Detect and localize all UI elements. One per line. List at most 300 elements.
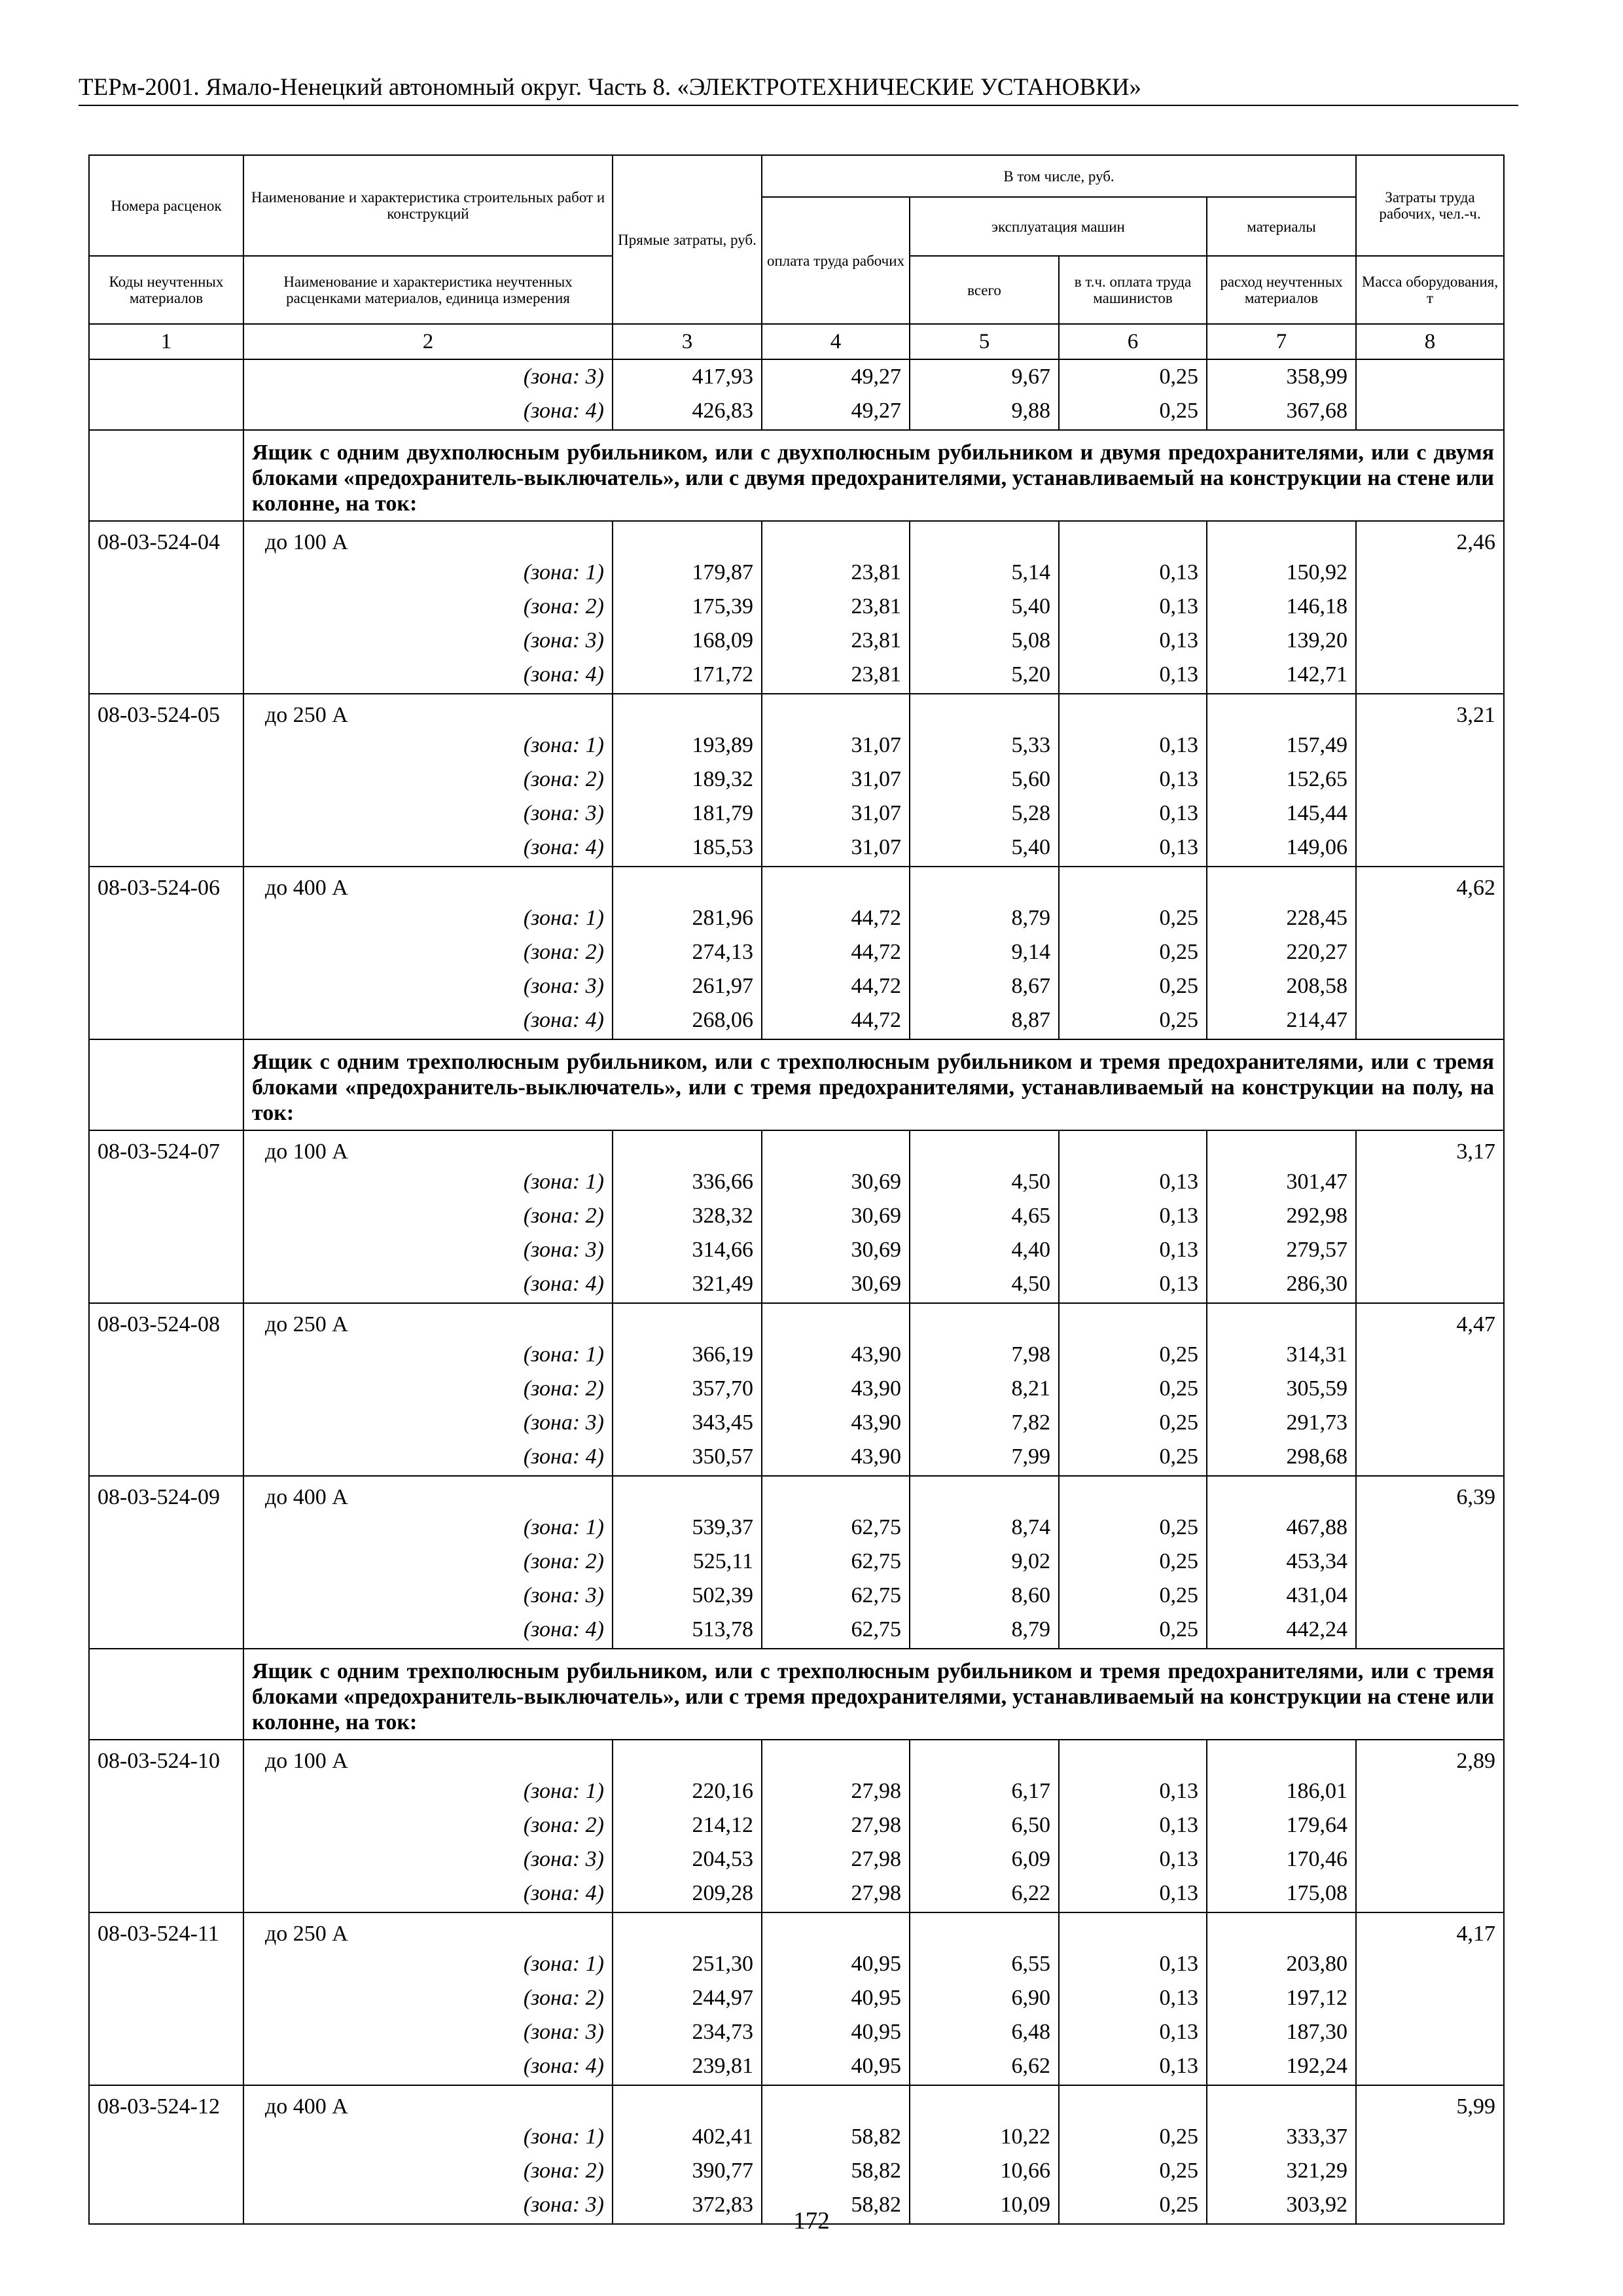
continuation-zone-column [243,359,613,430]
machines-total-value: 5,40 [1011,594,1050,619]
rate-labor-pay-column [762,521,910,694]
operators-pay-value: 0,13 [1159,1272,1198,1296]
materials-cost-value: 214,47 [1286,1008,1348,1032]
labor-pay-value: 23,81 [851,560,901,584]
rates-table [88,154,1505,2225]
direct-cost-value: 502,39 [692,1583,753,1607]
rate-code: 08-03-524-07 [89,1130,243,1303]
operators-pay-value: 0,13 [1159,1779,1198,1803]
materials-cost-value: 186,01 [1286,1779,1348,1803]
materials-cost-value: 303,92 [1286,2193,1348,2217]
machines-total-value: 4,50 [1011,1272,1050,1296]
materials-cost-value: 279,57 [1286,1238,1348,1262]
materials-cost-value: 467,88 [1286,1515,1348,1539]
machines-total-value: 6,90 [1011,1986,1050,2010]
column-number: 4 [762,324,910,359]
rate-code: 08-03-524-04 [89,521,243,694]
labor-pay-value: 49,27 [851,365,901,389]
direct-cost-value: 314,66 [692,1238,753,1262]
header-material-codes: Коды неучтенных материалов [89,256,243,324]
labor-hours: 4,47 [1356,1303,1504,1476]
rate-direct-cost-column [613,521,762,694]
rate-name-label: до 250 А [265,703,348,727]
rate-direct-cost-column [613,1303,762,1476]
machines-total-value: 5,33 [1011,733,1050,757]
operators-pay-value: 0,13 [1159,662,1198,687]
direct-cost-value: 357,70 [692,1376,753,1401]
rate-machines-total-column [910,1912,1059,2085]
rate-code: 08-03-524-05 [89,694,243,867]
rate-zone-column [243,2085,613,2224]
materials-cost-value: 301,47 [1286,1170,1348,1194]
machines-total-value: 7,99 [1011,1444,1050,1469]
rate-machines-total-column [910,2085,1059,2224]
labor-hours: 3,21 [1356,694,1504,867]
direct-cost-value: 220,16 [692,1779,753,1803]
labor-pay-value: 31,07 [851,767,901,791]
rate-direct-cost-column [613,1740,762,1912]
labor-pay-value: 44,72 [851,940,901,964]
direct-cost-value: 336,66 [692,1170,753,1194]
header-machines-operators-pay: в т.ч. оплата труда машинистов [1059,256,1207,324]
labor-pay-value: 43,90 [851,1342,901,1367]
section-row [89,430,1504,521]
rate-row [89,1476,1504,1649]
operators-pay-value: 0,13 [1159,1238,1198,1262]
operators-pay-value: 0,25 [1159,365,1198,389]
materials-cost-value: 197,12 [1286,1986,1348,2010]
rate-machines-total-column [910,867,1059,1039]
machines-total-value: 5,40 [1011,835,1050,859]
rate-zone-column [243,521,613,694]
column-number: 2 [243,324,613,359]
materials-cost-value: 170,46 [1286,1847,1348,1871]
materials-cost-value: 453,34 [1286,1549,1348,1573]
direct-cost-value: 251,30 [692,1952,753,1976]
labor-pay-value: 43,90 [851,1376,901,1401]
rate-zone-column [243,694,613,867]
header-work-name: Наименование и характеристика строительных работ и конструкций [243,155,613,256]
zone-label: (зона: 2) [523,1813,604,1837]
direct-cost-value: 185,53 [692,835,753,859]
rate-row [89,521,1504,694]
zone-label: (зона: 3) [523,1238,604,1262]
zone-label: (зона: 2) [523,1204,604,1228]
zone-label: (зона: 1) [523,1515,604,1539]
machines-total-value: 9,67 [1011,365,1050,389]
header-materials: материалы [1207,197,1356,256]
machines-total-value: 7,82 [1011,1410,1050,1435]
labor-pay-value: 62,75 [851,1617,901,1641]
zone-label: (зона: 1) [523,2125,604,2149]
rate-machines-total-column [910,1303,1059,1476]
machines-total-value: 6,55 [1011,1952,1050,1976]
materials-cost-value: 145,44 [1286,801,1348,825]
machines-total-value: 9,14 [1011,940,1050,964]
rate-materials-cost-column [1207,694,1356,867]
continuation-operators-pay-column [1059,359,1207,430]
section-code-cell [89,430,243,521]
machines-total-value: 8,79 [1011,1617,1050,1641]
rate-row [89,867,1504,1039]
zone-label: (зона: 3) [523,2020,604,2044]
machines-total-value: 6,62 [1011,2054,1050,2078]
rate-machines-total-column [910,694,1059,867]
rate-row [89,1130,1504,1303]
rate-row [89,1303,1504,1476]
rate-machines-total-column [910,521,1059,694]
operators-pay-value: 0,25 [1159,399,1198,423]
operators-pay-value: 0,25 [1159,1583,1198,1607]
machines-total-value: 5,08 [1011,628,1050,653]
rate-code: 08-03-524-11 [89,1912,243,2085]
header-labor-pay: оплата труда рабочих [762,197,910,324]
labor-hours: 4,62 [1356,867,1504,1039]
zone-label: (зона: 1) [523,906,604,930]
zone-label: (зона: 2) [523,2159,604,2183]
rate-direct-cost-column [613,2085,762,2224]
header-unaccounted-materials: расход неучтенных материалов [1207,256,1356,324]
direct-cost-value: 513,78 [692,1617,753,1641]
header-direct-costs: Прямые затраты, руб. [613,155,762,324]
zone-label: (зона: 4) [523,662,604,687]
labor-pay-value: 23,81 [851,594,901,619]
zone-label: (зона: 2) [523,1986,604,2010]
labor-pay-value: 44,72 [851,1008,901,1032]
rate-direct-cost-column [613,867,762,1039]
materials-cost-value: 142,71 [1286,662,1348,687]
direct-cost-value: 343,45 [692,1410,753,1435]
rate-operators-pay-column [1059,1740,1207,1912]
materials-cost-value: 292,98 [1286,1204,1348,1228]
direct-cost-value: 261,97 [692,974,753,998]
materials-cost-value: 431,04 [1286,1583,1348,1607]
zone-label: (зона: 2) [523,940,604,964]
machines-total-value: 8,60 [1011,1583,1050,1607]
rate-zone-column [243,1130,613,1303]
materials-cost-value: 298,68 [1286,1444,1348,1469]
machines-total-value: 5,60 [1011,767,1050,791]
zone-label: (зона: 4) [523,1008,604,1032]
rate-labor-pay-column [762,694,910,867]
operators-pay-value: 0,13 [1159,628,1198,653]
zone-label: (зона: 1) [523,733,604,757]
rate-machines-total-column [910,1740,1059,1912]
direct-cost-value: 214,12 [692,1813,753,1837]
rate-zone-column [243,1476,613,1649]
zone-label: (зона: 2) [523,1549,604,1573]
zone-label: (зона: 4) [523,1881,604,1905]
machines-total-value: 8,79 [1011,906,1050,930]
direct-cost-value: 350,57 [692,1444,753,1469]
machines-total-value: 6,17 [1011,1779,1050,1803]
direct-cost-value: 171,72 [692,662,753,687]
machines-total-value: 5,20 [1011,662,1050,687]
rate-code: 08-03-524-08 [89,1303,243,1476]
labor-pay-value: 23,81 [851,628,901,653]
labor-pay-value: 23,81 [851,662,901,687]
rate-name-label: до 250 А [265,1312,348,1336]
labor-pay-value: 40,95 [851,2020,901,2044]
operators-pay-value: 0,25 [1159,1444,1198,1469]
labor-pay-value: 43,90 [851,1410,901,1435]
direct-cost-value: 390,77 [692,2159,753,2183]
header-machines-total: всего [910,256,1059,324]
operators-pay-value: 0,13 [1159,1813,1198,1837]
zone-label: (зона: 4) [523,835,604,859]
labor-pay-value: 43,90 [851,1444,901,1469]
operators-pay-value: 0,13 [1159,1170,1198,1194]
labor-pay-value: 31,07 [851,733,901,757]
zone-label: (зона: 3) [523,628,604,653]
labor-pay-value: 31,07 [851,835,901,859]
zone-label: (зона: 3) [523,801,604,825]
continuation-code-cell [89,359,243,430]
section-code-cell [89,1039,243,1130]
direct-cost-value: 328,32 [692,1204,753,1228]
rate-row [89,2085,1504,2224]
rate-materials-cost-column [1207,521,1356,694]
materials-cost-value: 286,30 [1286,1272,1348,1296]
machines-total-value: 10,09 [1000,2193,1050,2217]
direct-cost-value: 402,41 [692,2125,753,2149]
operators-pay-value: 0,13 [1159,1847,1198,1871]
rate-machines-total-column [910,1130,1059,1303]
machines-total-value: 8,21 [1011,1376,1050,1401]
header-machines: эксплуатация машин [910,197,1207,256]
operators-pay-value: 0,25 [1159,974,1198,998]
direct-cost-value: 539,37 [692,1515,753,1539]
operators-pay-value: 0,13 [1159,801,1198,825]
section-title: Ящик с одним трехполюсным рубильником, или с трехполюсным рубильником и тремя предохранителями, или с тремя блоками «предохранитель-выключатель», или с тремя предохранителями, устанавливаемый на конструкции на полу, на ток: [243,1039,1504,1130]
labor-pay-value: 30,69 [851,1204,901,1228]
rate-zone-column [243,1912,613,2085]
rate-operators-pay-column [1059,1912,1207,2085]
operators-pay-value: 0,25 [1159,940,1198,964]
materials-cost-value: 291,73 [1286,1410,1348,1435]
continuation-machines-total-column [910,359,1059,430]
column-number: 1 [89,324,243,359]
operators-pay-value: 0,13 [1159,733,1198,757]
operators-pay-value: 0,13 [1159,2054,1198,2078]
rate-operators-pay-column [1059,1303,1207,1476]
operators-pay-value: 0,25 [1159,2125,1198,2149]
labor-pay-value: 27,98 [851,1779,901,1803]
materials-cost-value: 208,58 [1286,974,1348,998]
labor-hours: 5,99 [1356,2085,1504,2224]
rate-labor-pay-column [762,2085,910,2224]
materials-cost-value: 203,80 [1286,1952,1348,1976]
rate-zone-column [243,1303,613,1476]
section-code-cell [89,1649,243,1740]
rate-direct-cost-column [613,1912,762,2085]
direct-cost-value: 417,93 [692,365,753,389]
rate-labor-pay-column [762,1476,910,1649]
labor-pay-value: 27,98 [851,1847,901,1871]
rate-code: 08-03-524-12 [89,2085,243,2224]
zone-label: (зона: 1) [523,1170,604,1194]
header-labor-costs: Затраты труда рабочих, чел.-ч. [1356,155,1504,256]
header-material-names: Наименование и характеристика неучтенных расценками материалов, единица измерения [243,256,613,324]
labor-hours: 2,89 [1356,1740,1504,1912]
column-number: 3 [613,324,762,359]
rate-direct-cost-column [613,694,762,867]
materials-cost-value: 146,18 [1286,594,1348,619]
machines-total-value: 4,40 [1011,1238,1050,1262]
zone-label: (зона: 4) [523,1617,604,1641]
continuation-direct-cost-column [613,359,762,430]
operators-pay-value: 0,25 [1159,2159,1198,2183]
materials-cost-value: 442,24 [1286,1617,1348,1641]
continuation-labor-pay-column [762,359,910,430]
machines-total-value: 6,22 [1011,1881,1050,1905]
materials-cost-value: 150,92 [1286,560,1348,584]
rate-materials-cost-column [1207,1476,1356,1649]
rate-code: 08-03-524-10 [89,1740,243,1912]
materials-cost-value: 228,45 [1286,906,1348,930]
rate-materials-cost-column [1207,2085,1356,2224]
labor-pay-value: 30,69 [851,1170,901,1194]
operators-pay-value: 0,25 [1159,1617,1198,1641]
materials-cost-value: 333,37 [1286,2125,1348,2149]
continuation-row [89,359,1504,430]
materials-cost-value: 314,31 [1286,1342,1348,1367]
column-number: 5 [910,324,1059,359]
zone-label: (зона: 3) [523,2193,604,2217]
direct-cost-value: 168,09 [692,628,753,653]
machines-total-value: 4,50 [1011,1170,1050,1194]
machines-total-value: 10,66 [1000,2159,1050,2183]
labor-pay-value: 58,82 [851,2159,901,2183]
rate-direct-cost-column [613,1476,762,1649]
direct-cost-value: 274,13 [692,940,753,964]
rate-name-label: до 400 А [265,2094,348,2119]
operators-pay-value: 0,13 [1159,767,1198,791]
direct-cost-value: 372,83 [692,2193,753,2217]
materials-cost-value: 192,24 [1286,2054,1348,2078]
operators-pay-value: 0,13 [1159,1881,1198,1905]
labor-hours: 2,46 [1356,521,1504,694]
header-including: В том числе, руб. [762,155,1356,197]
rate-materials-cost-column [1207,1912,1356,2085]
materials-cost-value: 358,99 [1286,365,1348,389]
operators-pay-value: 0,25 [1159,1376,1198,1401]
section-title: Ящик с одним двухполюсным рубильником, или с двухполюсным рубильником и двумя предохранителями, или с двумя блоками «предохранитель-выключатель», или с двумя предохранителями, устанавливаемый на конструкции на стене или колонне, на ток: [243,430,1504,521]
materials-cost-value: 220,27 [1286,940,1348,964]
labor-pay-value: 58,82 [851,2193,901,2217]
operators-pay-value: 0,13 [1159,1986,1198,2010]
materials-cost-value: 157,49 [1286,733,1348,757]
operators-pay-value: 0,13 [1159,594,1198,619]
rate-name-label: до 400 А [265,876,348,900]
operators-pay-value: 0,13 [1159,1952,1198,1976]
section-title: Ящик с одним трехполюсным рубильником, или с трехполюсным рубильником и тремя предохранителями, или с тремя блоками «предохранитель-выключатель», или с тремя предохранителями, устанавливаемый на конструкции на стене или колонне, на ток: [243,1649,1504,1740]
labor-pay-value: 58,82 [851,2125,901,2149]
direct-cost-value: 193,89 [692,733,753,757]
machines-total-value: 10,22 [1000,2125,1050,2149]
rate-zone-column [243,867,613,1039]
machines-total-value: 9,02 [1011,1549,1050,1573]
zone-label: (зона: 3) [523,974,604,998]
section-row [89,1039,1504,1130]
rate-machines-total-column [910,1476,1059,1649]
labor-pay-value: 30,69 [851,1272,901,1296]
rate-operators-pay-column [1059,1476,1207,1649]
machines-total-value: 6,09 [1011,1847,1050,1871]
zone-label: (зона: 3) [523,365,604,389]
direct-cost-value: 234,73 [692,2020,753,2044]
machines-total-value: 4,65 [1011,1204,1050,1228]
labor-pay-value: 44,72 [851,974,901,998]
zone-label: (зона: 2) [523,594,604,619]
labor-hours: 4,17 [1356,1912,1504,2085]
operators-pay-value: 0,25 [1159,2193,1198,2217]
rate-name-label: до 100 А [265,530,348,554]
labor-hours: 6,39 [1356,1476,1504,1649]
rate-materials-cost-column [1207,1303,1356,1476]
machines-total-value: 7,98 [1011,1342,1050,1367]
rate-labor-pay-column [762,1912,910,2085]
direct-cost-value: 189,32 [692,767,753,791]
rate-name-label: до 100 А [265,1749,348,1773]
labor-pay-value: 31,07 [851,801,901,825]
materials-cost-value: 175,08 [1286,1881,1348,1905]
direct-cost-value: 366,19 [692,1342,753,1367]
operators-pay-value: 0,25 [1159,1008,1198,1032]
materials-cost-value: 305,59 [1286,1376,1348,1401]
materials-cost-value: 367,68 [1286,399,1348,423]
page-number: 172 [793,2208,830,2234]
zone-label: (зона: 4) [523,1272,604,1296]
rate-materials-cost-column [1207,1130,1356,1303]
labor-hours: 3,17 [1356,1130,1504,1303]
direct-cost-value: 281,96 [692,906,753,930]
labor-pay-value: 40,95 [851,1986,901,2010]
labor-pay-value: 62,75 [851,1583,901,1607]
machines-total-value: 5,14 [1011,560,1050,584]
direct-cost-value: 244,97 [692,1986,753,2010]
direct-cost-value: 268,06 [692,1008,753,1032]
machines-total-value: 9,88 [1011,399,1050,423]
zone-label: (зона: 4) [523,2054,604,2078]
operators-pay-value: 0,25 [1159,1549,1198,1573]
zone-label: (зона: 4) [523,399,604,423]
machines-total-value: 6,48 [1011,2020,1050,2044]
zone-label: (зона: 2) [523,767,604,791]
labor-pay-value: 44,72 [851,906,901,930]
machines-total-value: 6,50 [1011,1813,1050,1837]
continuation-labor-hours-cell [1356,359,1504,430]
zone-label: (зона: 3) [523,1583,604,1607]
machines-total-value: 8,74 [1011,1515,1050,1539]
page-header: ТЕРм-2001. Ямало-Ненецкий автономный округ. Часть 8. «ЭЛЕКТРОТЕХНИЧЕСКИЕ УСТАНОВКИ» [79,74,1142,101]
rate-operators-pay-column [1059,867,1207,1039]
rate-name-label: до 250 А [265,1922,348,1946]
rate-row [89,1740,1504,1912]
materials-cost-value: 321,29 [1286,2159,1348,2183]
direct-cost-value: 426,83 [692,399,753,423]
labor-pay-value: 62,75 [851,1549,901,1573]
direct-cost-value: 204,53 [692,1847,753,1871]
operators-pay-value: 0,25 [1159,906,1198,930]
rate-row [89,1912,1504,2085]
rate-row [89,694,1504,867]
labor-pay-value: 40,95 [851,2054,901,2078]
direct-cost-value: 181,79 [692,801,753,825]
header-rate-numbers: Номера расценок [89,155,243,256]
rate-labor-pay-column [762,1130,910,1303]
zone-label: (зона: 3) [523,1847,604,1871]
